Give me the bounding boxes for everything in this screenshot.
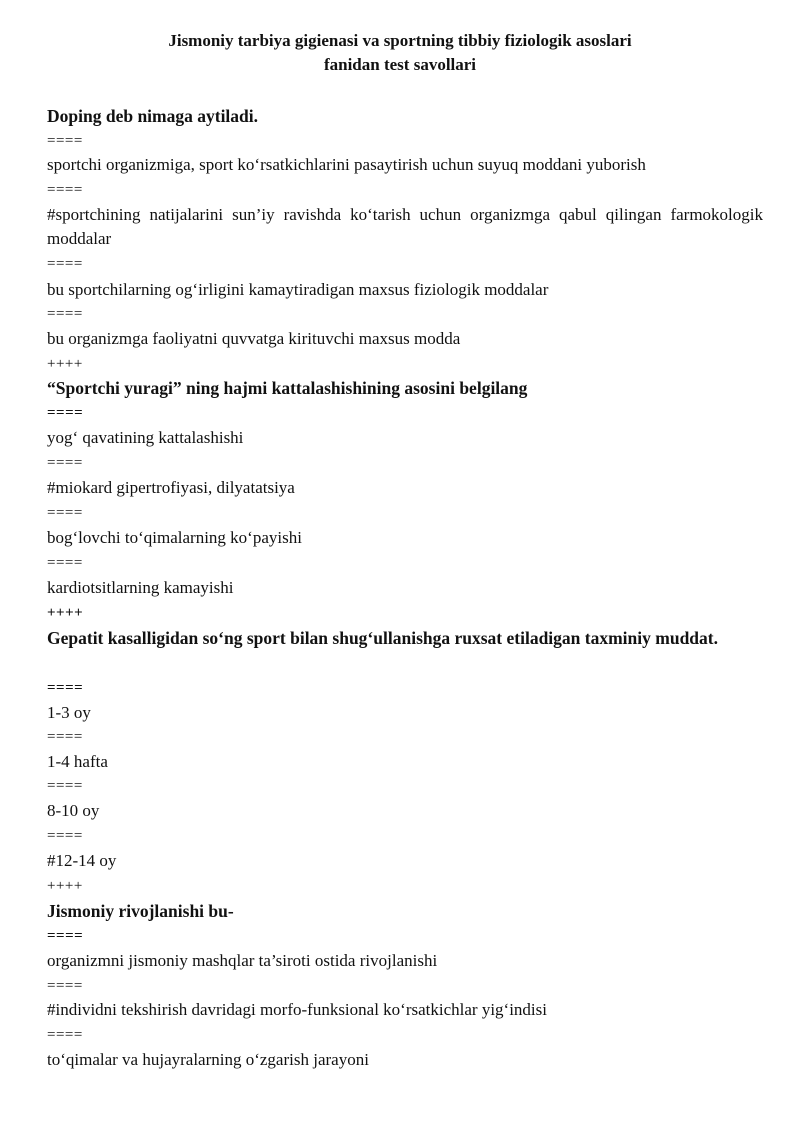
- document-title-line1: Jismoniy tarbiya gigienasi va sportning tibbiy fiziologik asoslari: [168, 31, 632, 50]
- document-title-line2: fanidan test savollari: [323, 55, 477, 74]
- answer-option-correct: #12-14 oy: [47, 851, 117, 870]
- separator: ====: [47, 555, 83, 571]
- answer-option: 1-3 oy: [47, 703, 91, 722]
- answer-option-correct: #individni tekshirish davridagi morfo-funksional ko‘rsatkichlar yig‘indisi: [47, 1000, 547, 1019]
- answer-option: 8-10 oy: [47, 801, 100, 820]
- answer-option: bu sportchilarning og‘irligini kamaytiradigan maxsus fiziologik moddalar: [47, 280, 549, 299]
- answer-option: yog‘ qavatining kattalashishi: [47, 428, 244, 447]
- answer-option-correct: #sportchining natijalarini sun’iy ravishda ko‘tarish uchun organizmga qabul qilingan farmokologik moddalar: [47, 205, 763, 248]
- separator: ====: [47, 729, 83, 745]
- answer-option: 1-4 hafta: [47, 752, 108, 771]
- separator: ====: [47, 978, 83, 994]
- answer-option: kardiotsitlarning kamayishi: [47, 578, 234, 597]
- answer-option: to‘qimalar va hujayralarning o‘zgarish jarayoni: [47, 1050, 369, 1069]
- question-end-marker: ++++: [47, 605, 84, 621]
- question-3: Gepatit kasalligidan so‘ng sport bilan shug‘ullanishga ruxsat etiladigan taxminiy muddat.: [47, 628, 718, 648]
- separator: ====: [47, 182, 83, 198]
- separator: ====: [47, 778, 83, 794]
- separator: ====: [47, 455, 83, 471]
- answer-option: organizmni jismoniy mashqlar ta’siroti ostida rivojlanishi: [47, 951, 438, 970]
- separator: ====: [47, 256, 83, 272]
- question-1: Doping deb nimaga aytiladi.: [47, 106, 259, 126]
- answer-option: sportchi organizmiga, sport ko‘rsatkichlarini pasaytirish uchun suyuq moddani yuborish: [47, 155, 646, 174]
- separator: ====: [47, 928, 84, 944]
- answer-option: bog‘lovchi to‘qimalarning ko‘payishi: [47, 528, 302, 547]
- question-2: “Sportchi yuragi” ning hajmi kattalashishining asosini belgilang: [47, 378, 528, 398]
- separator: ====: [47, 133, 83, 149]
- question-4: Jismoniy rivojlanishi bu-: [47, 901, 234, 921]
- separator: ====: [47, 405, 84, 421]
- separator: ====: [47, 505, 83, 521]
- separator: ====: [47, 1027, 83, 1043]
- answer-option-correct: #miokard gipertrofiyasi, dilyatatsiya: [47, 478, 295, 497]
- separator: ====: [47, 680, 84, 696]
- question-end-marker: ++++: [47, 356, 83, 372]
- answer-option: bu organizmga faoliyatni quvvatga kirituvchi maxsus modda: [47, 329, 461, 348]
- separator: ====: [47, 828, 83, 844]
- question-end-marker: ++++: [47, 878, 83, 894]
- separator: ====: [47, 306, 83, 322]
